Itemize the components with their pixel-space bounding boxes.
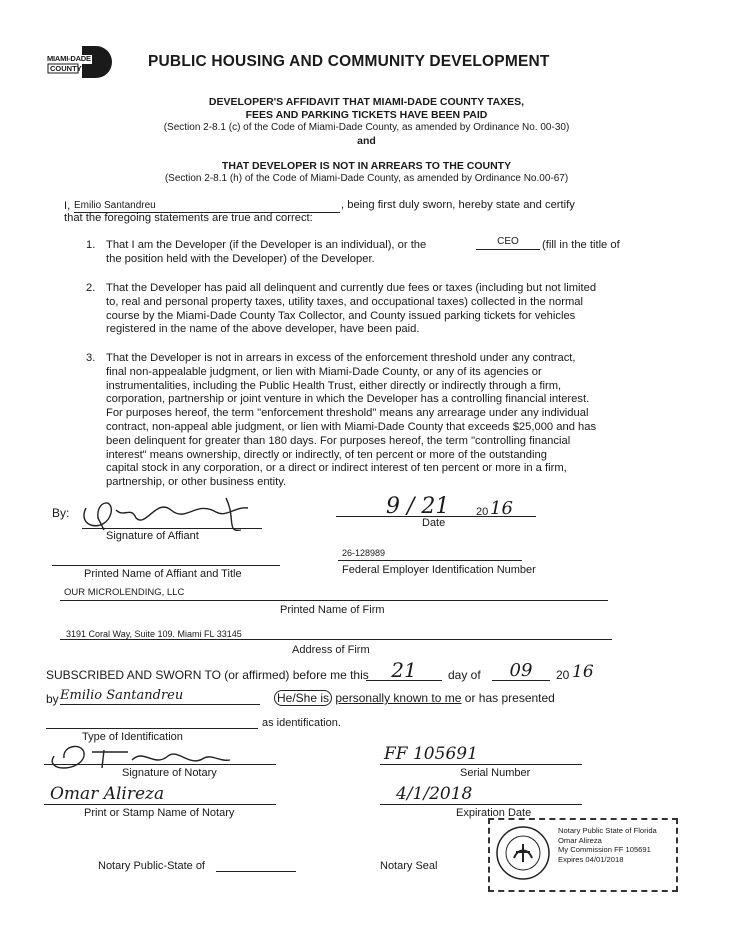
- intro-suffix: , being first duly sworn, hereby state and certify: [341, 199, 575, 211]
- item-1-text-a: That I am the Developer (if the Developer is an individual), or the: [106, 239, 427, 251]
- firm-line: [60, 600, 608, 601]
- ein-line: [338, 560, 522, 561]
- expiration-line: [380, 804, 582, 805]
- item-3-line: contract, non-appeal able judgment, or lien with Miami-Dade County that exceeds $25,000 and has: [106, 420, 597, 433]
- affidavit-section-1: (Section 2-8.1 (c) of the Code of Miami-Dade County, as amended by Ordinance No. 00-30): [163, 122, 570, 133]
- notary-month: 09: [509, 660, 533, 681]
- known-text: personally known to me: [335, 691, 462, 705]
- intro-prefix: I,: [64, 200, 71, 212]
- affidavit-section-2: (Section 2-8.1 (h) of the Code of Miami-Dade County, as amended by Ordinance No.00-67): [164, 173, 569, 184]
- affidavit-and: and: [357, 135, 376, 147]
- firm-name: OUR MICROLENDING, LLC: [64, 587, 185, 598]
- notary-print-name: Omar Alireza: [50, 784, 165, 804]
- sworn-by-field: [60, 688, 260, 705]
- affidavit-title-3: THAT DEVELOPER IS NOT IN ARREARS TO THE COUNTY: [221, 160, 512, 172]
- item-2-line: That the Developer has paid all delinquent and currently due fees or taxes (including but not limited: [106, 282, 597, 294]
- notary-stamp: [488, 818, 678, 892]
- item-3-line: capital stock in any corporation, or a direct or indirect interest of ten percent or more in a firm,: [106, 462, 567, 475]
- serial-value: FF 105691: [384, 744, 478, 764]
- notary-signature-label: Signature of Notary: [122, 767, 217, 779]
- item-3-line: been delinquent for greater than 180 days. For purposes hereof, the term "controlling financial: [106, 434, 571, 447]
- day-of-label: day of: [448, 668, 481, 682]
- item-1-text-b: (fill in the title of: [542, 239, 620, 251]
- expiration-value: 4/1/2018: [396, 784, 473, 804]
- stamp-text: [558, 826, 657, 864]
- notary-print-name-line: [44, 804, 276, 805]
- item-1-number: 1.: [86, 239, 96, 251]
- stamp-line: Expires 04/01/2018: [558, 854, 624, 864]
- he-she-label: [274, 691, 555, 705]
- presented-text: or has presented: [464, 691, 555, 705]
- by-label: By:: [52, 506, 70, 520]
- item-3-line: instrumentalities, including the Public Health Trust, either directly or indirectly through a firm,: [106, 379, 562, 392]
- ein-value: 26-128989: [342, 548, 386, 558]
- address-line: [60, 639, 612, 640]
- affiant-signature-line: [82, 528, 262, 529]
- miami-dade-logo: [46, 44, 114, 80]
- printed-name-line: [52, 565, 280, 566]
- serial-line: [380, 764, 582, 765]
- developer-title-field: [476, 236, 540, 250]
- item-1-line-2: the position held with the Developer) of the Developer.: [106, 253, 375, 265]
- date-value: 9 / 21: [386, 494, 450, 519]
- stamp-line: My Commission FF 105691: [558, 845, 651, 855]
- affidavit-title-2: FEES AND PARKING TICKETS HAVE BEEN PAID: [245, 109, 488, 121]
- serial-label: Serial Number: [460, 767, 531, 779]
- he-she-text: He/She is: [274, 690, 332, 706]
- item-3-number: 3.: [86, 352, 96, 364]
- notary-state-label: Notary Public-State of: [98, 860, 205, 872]
- notary-print-name-label: Print or Stamp Name of Notary: [84, 807, 235, 819]
- by-notary-label: by: [46, 692, 59, 706]
- item-3-line: final non-appealable judgment, or lien with Miami-Dade County, or any of its agencies or: [106, 365, 542, 378]
- stamp-line: Notary Public State of Florida: [558, 826, 657, 835]
- item-2-line: registered in the name of the above developer, have been paid.: [106, 323, 420, 336]
- item-2-line: to, real and personal property taxes, utility taxes, and occupational taxes) collected in the normal: [106, 295, 583, 308]
- firm-address: 3191 Coral Way, Suite 109. Miami FL 33145: [66, 629, 242, 639]
- item-2-number: 2.: [86, 282, 96, 294]
- notary-state-line: [216, 871, 296, 872]
- logo-text-top: MIAMI-DADE: [47, 54, 91, 63]
- notary-seal-icon: [494, 824, 552, 882]
- notary-year-value: 16: [572, 662, 594, 682]
- notary-year-prefix: 20: [556, 668, 570, 682]
- address-label: Address of Firm: [292, 644, 370, 656]
- notary-month-field: [492, 660, 550, 681]
- notary-day: 21: [391, 658, 417, 682]
- identification-line: [46, 728, 258, 729]
- item-3-line: corporation, partnership or joint venture in which the Developer has a controlling financial interest.: [106, 393, 590, 406]
- printed-name-label: Printed Name of Affiant and Title: [84, 568, 242, 580]
- affiant-name: Emilio Santandreu: [74, 200, 156, 211]
- firm-label: Printed Name of Firm: [280, 604, 385, 616]
- expiration-label: Expiration Date: [456, 807, 532, 819]
- item-3-line: partnership, or other business entity.: [106, 476, 287, 489]
- notary-seal-label: Notary Seal: [380, 860, 438, 872]
- intro-line-2: that the foregoing statements are true and correct:: [64, 212, 313, 224]
- id-type-label: Type of Identification: [82, 731, 183, 743]
- date-label: Date: [422, 517, 446, 529]
- stamp-line: Omar Alireza: [558, 835, 602, 845]
- item-3-line: That the Developer is not in arrears in excess of the enforcement threshold under any contract,: [106, 352, 576, 364]
- sworn-by-name: Emilio Santandreu: [60, 688, 184, 703]
- affidavit-title-1: DEVELOPER'S AFFIDAVIT THAT MIAMI-DADE COUNTY TAXES,: [208, 96, 525, 108]
- year-prefix: 20: [476, 506, 489, 518]
- identification-label: as identification.: [262, 717, 341, 729]
- item-2-line: course by the Miami-Dade County Tax Collector, and County issued parking tickets for vehicles: [106, 309, 576, 322]
- page-title: PUBLIC HOUSING AND COMMUNITY DEVELOPMENT: [148, 53, 550, 70]
- notary-signature-line: [44, 764, 276, 765]
- logo-text-bottom: COUNTY: [50, 64, 82, 73]
- ein-label: Federal Employer Identification Number: [342, 564, 536, 576]
- item-3-line: interest" means ownership, directly or indirectly, of ten percent or more of the outstanding: [106, 448, 547, 461]
- year-value: 16: [490, 498, 513, 519]
- developer-title: CEO: [497, 236, 519, 247]
- item-2-text: [106, 282, 596, 337]
- item-3-line: For purposes hereof, the term "enforcement threshold" means any arrearage under any individual: [106, 407, 589, 420]
- notary-day-field: [366, 658, 442, 681]
- item-3-text: [106, 352, 596, 490]
- affiant-signature-label: Signature of Affiant: [106, 530, 199, 542]
- subscribed-text: SUBSCRIBED AND SWORN TO (or affirmed) before me this: [46, 668, 369, 682]
